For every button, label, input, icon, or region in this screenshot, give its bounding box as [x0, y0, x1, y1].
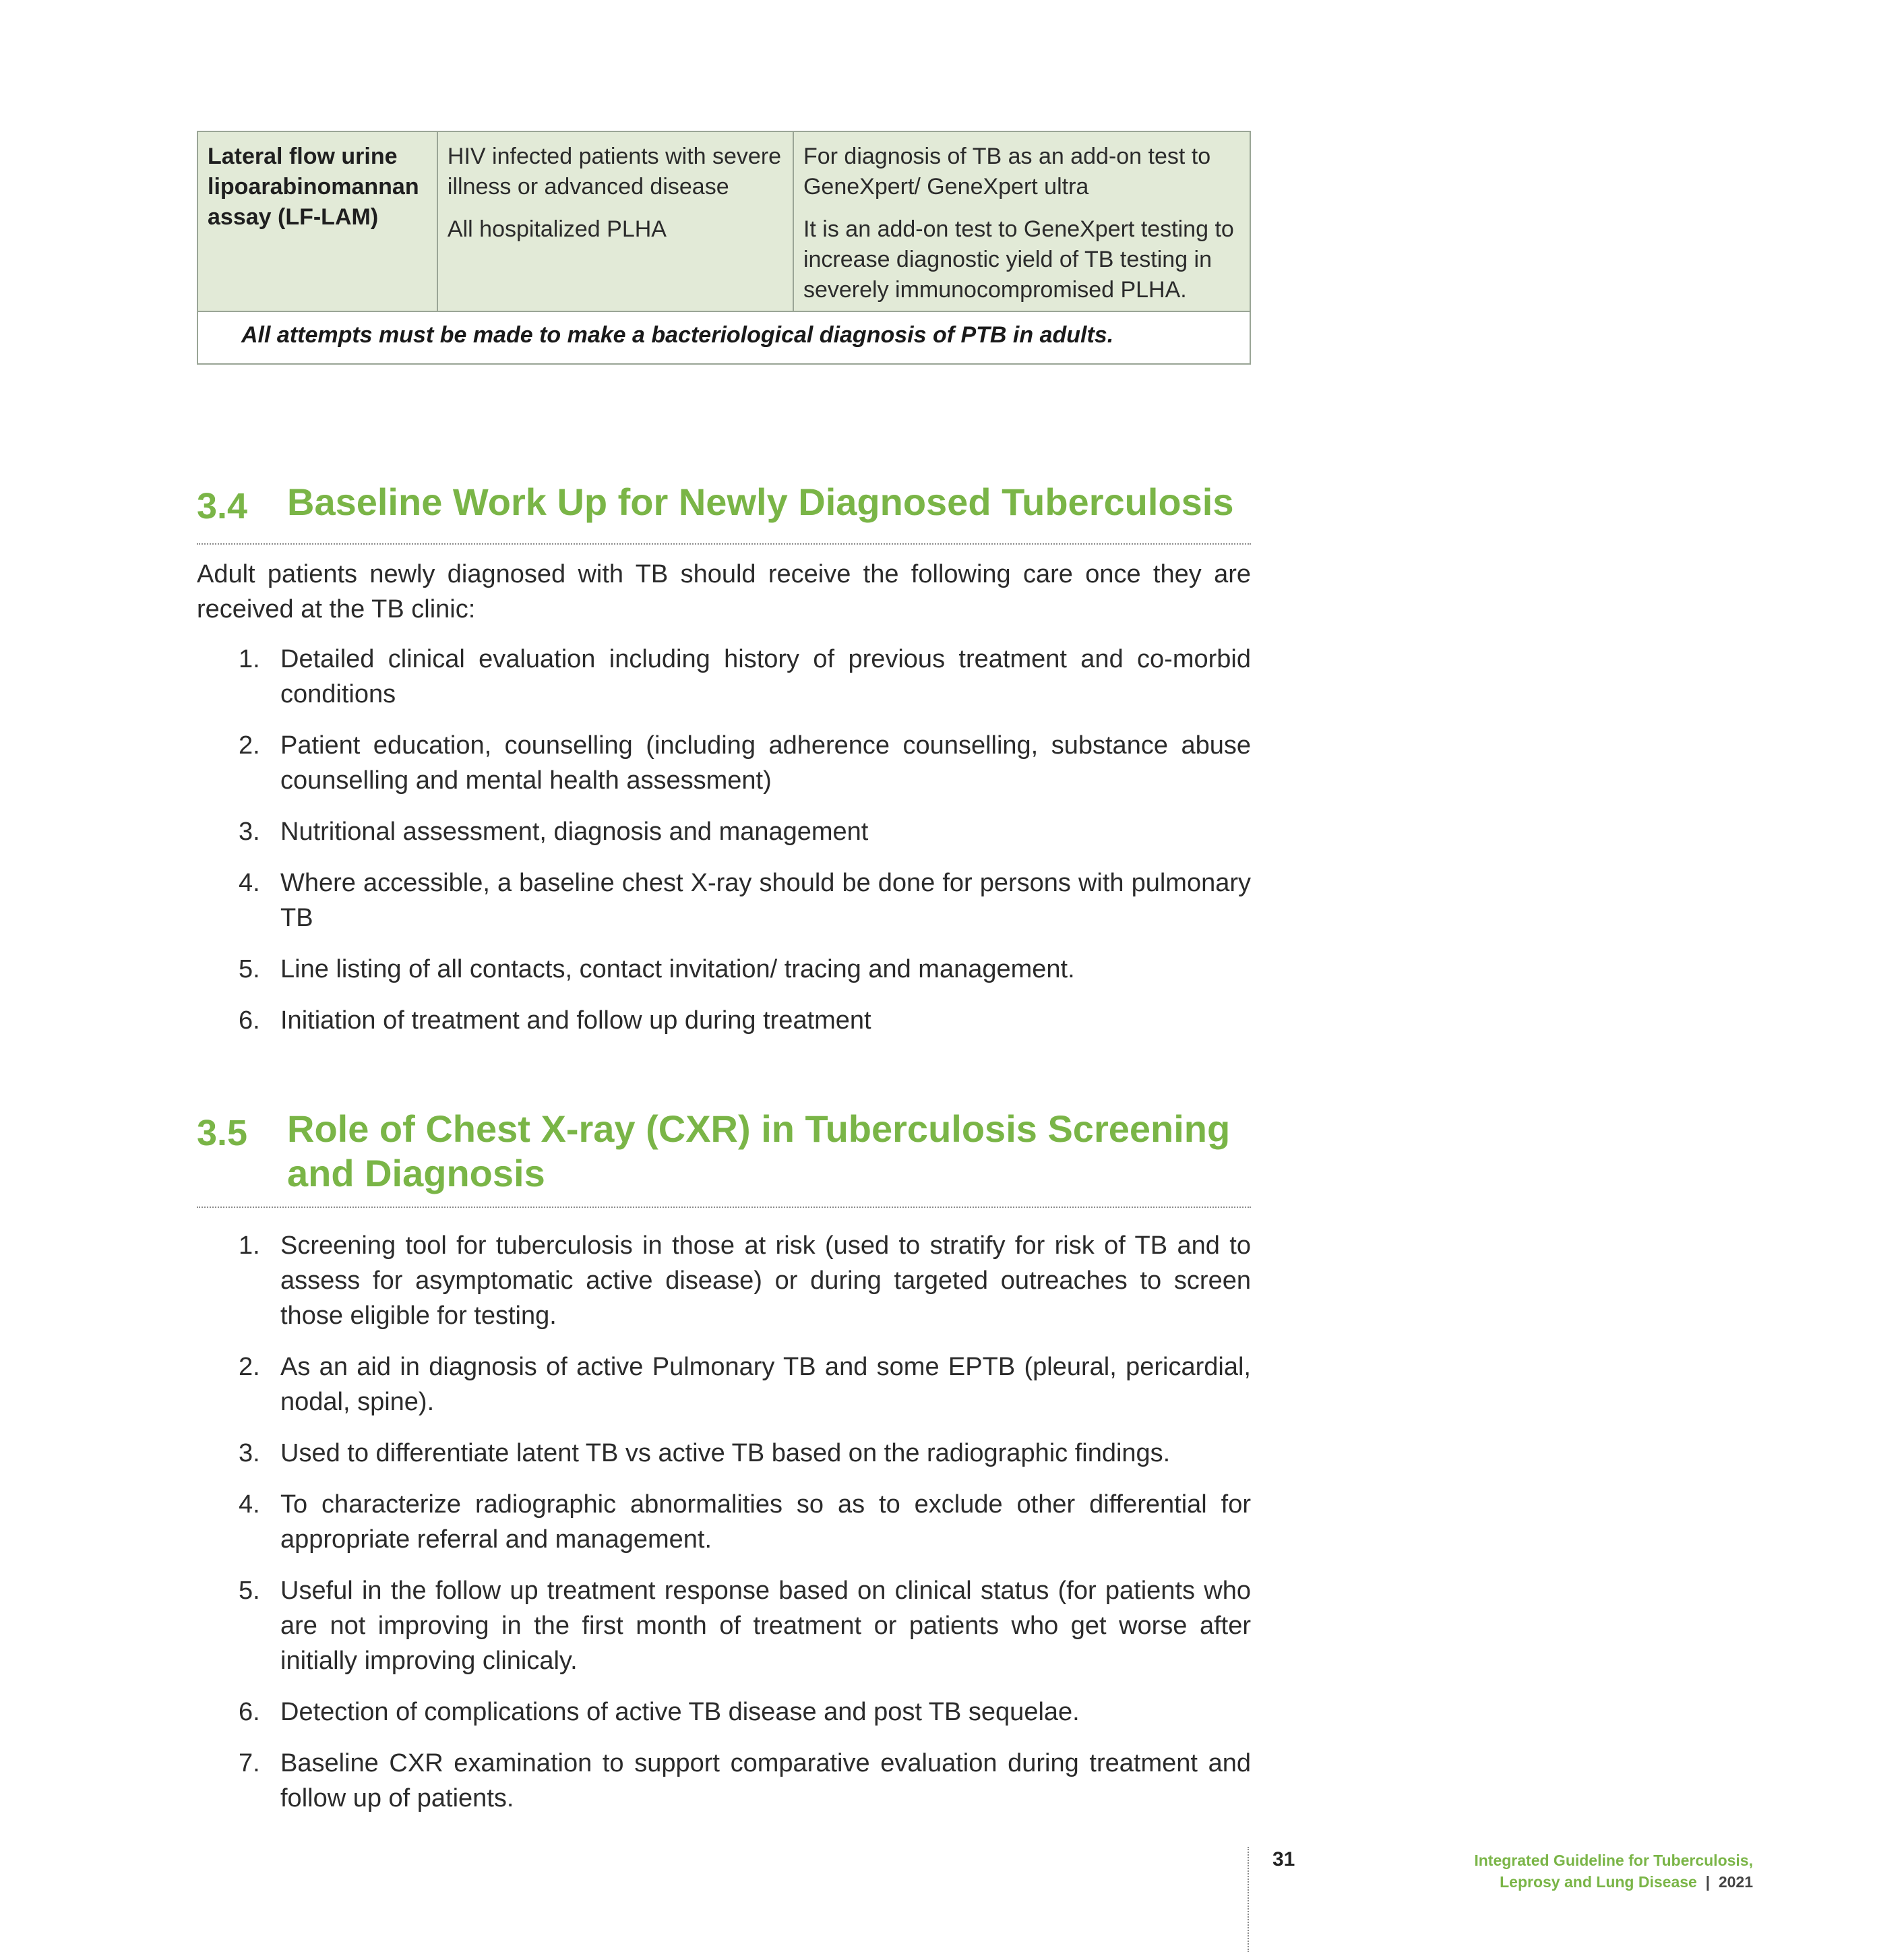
list-item [197, 1436, 1251, 1471]
list-item-number: 4. [239, 1490, 260, 1519]
table-note-row [197, 311, 1250, 364]
list-item-number: 2. [239, 731, 260, 760]
target-population-cell [437, 131, 793, 311]
footer-year: 2021 [1718, 1873, 1753, 1891]
list-item-text: Baseline CXR examination to support comparative evaluation during treatment and follow up of patients. [280, 1749, 1251, 1812]
list-item [197, 1573, 1251, 1678]
list-item-number: 3. [239, 1439, 260, 1467]
section-number: 3.4 [197, 486, 248, 526]
list-item-text: Used to differentiate latent TB vs active TB based on the radiographic findings. [280, 1439, 1171, 1467]
list-item-number: 2. [239, 1353, 260, 1381]
list-item-number: 6. [239, 1006, 260, 1035]
list-item-text: Nutritional assessment, diagnosis and management [280, 818, 869, 846]
section-heading [197, 1107, 1251, 1208]
use-text: For diagnosis of TB as an add-on test to GeneXpert/ GeneXpert ultra [803, 144, 1211, 200]
cxr-role-list [197, 1228, 1251, 1832]
list-item-number: 5. [239, 1577, 260, 1605]
list-item [197, 814, 1251, 849]
list-item [197, 642, 1251, 712]
care-list [197, 642, 1251, 1054]
list-item [197, 1487, 1251, 1557]
table-row [197, 131, 1250, 311]
list-item [197, 1228, 1251, 1333]
list-item-number: 6. [239, 1698, 260, 1726]
section-title: Baseline Work Up for Newly Diagnosed Tuberculosis [287, 481, 1234, 523]
section-title: Role of Chest X-ray (CXR) in Tuberculosis Screening and Diagnosis [287, 1107, 1231, 1194]
list-item [197, 728, 1251, 798]
list-item [197, 865, 1251, 936]
list-item [197, 1003, 1251, 1038]
list-item-number: 3. [239, 818, 260, 846]
list-item [197, 1695, 1251, 1730]
use-cell [793, 131, 1250, 311]
list-item-number: 1. [239, 1231, 260, 1260]
list-item-text: Initiation of treatment and follow up during treatment [280, 1006, 871, 1035]
list-item-text: Line listing of all contacts, contact invitation/ tracing and management. [280, 955, 1075, 983]
footer-title-line [1281, 1871, 1753, 1893]
footer-publication [1281, 1850, 1753, 1893]
list-item [197, 952, 1251, 987]
test-name-cell: Lateral flow urine lipoarabinomannan assay (LF-LAM) [197, 131, 437, 311]
diagnostic-test-table [197, 131, 1251, 365]
list-item [197, 1349, 1251, 1420]
footer-divider [1248, 1847, 1249, 1952]
list-item-text: As an aid in diagnosis of active Pulmonary TB and some EPTB (pleural, pericardial, nodal, spine). [280, 1353, 1251, 1416]
use-text: It is an add-on test to GeneXpert testing to increase diagnostic yield of TB testing in severely immunocompromised PLHA. [803, 216, 1234, 303]
list-item-text: Where accessible, a baseline chest X-ray should be done for persons with pulmonary TB [280, 869, 1251, 932]
list-item-text: Detailed clinical evaluation including history of previous treatment and co-morbid conditions [280, 645, 1251, 708]
footer-separator: | [1705, 1873, 1711, 1891]
section-heading [197, 480, 1251, 545]
list-item-text: Detection of complications of active TB disease and post TB sequelae. [280, 1698, 1080, 1726]
list-item-text: To characterize radiographic abnormalities so as to exclude other differential for appropriate referral and management. [280, 1490, 1251, 1554]
section-intro: Adult patients newly diagnosed with TB should receive the following care once they are received at the TB clinic: [197, 560, 1251, 623]
list-item-text: Patient education, counselling (including adherence counselling, substance abuse counselling and mental health assessment) [280, 731, 1251, 795]
target-population-text: All hospitalized PLHA [447, 216, 667, 242]
page-number: 31 [1272, 1848, 1295, 1870]
footer-title-line: Leprosy and Lung Disease [1500, 1873, 1697, 1891]
list-item-text: Useful in the follow up treatment response based on clinical status (for patients who are not improving in the first month of treatment or patients who get worse after initially improving clinicaly. [280, 1577, 1251, 1675]
list-item [197, 1746, 1251, 1816]
list-item-text: Screening tool for tuberculosis in those at risk (used to stratify for risk of TB and to assess for asymptomatic active disease) or during targeted outreaches to screen those eligible for testing. [280, 1231, 1251, 1330]
target-population-text: HIV infected patients with severe illness or advanced disease [447, 144, 782, 200]
list-item-number: 7. [239, 1749, 260, 1777]
list-item-number: 5. [239, 955, 260, 983]
section-number: 3.5 [197, 1113, 248, 1153]
list-item-number: 1. [239, 645, 260, 673]
list-item-number: 4. [239, 869, 260, 897]
footer-title-line: Integrated Guideline for Tuberculosis, [1474, 1852, 1753, 1869]
table-note: All attempts must be made to make a bacteriological diagnosis of PTB in adults. [197, 311, 1250, 364]
